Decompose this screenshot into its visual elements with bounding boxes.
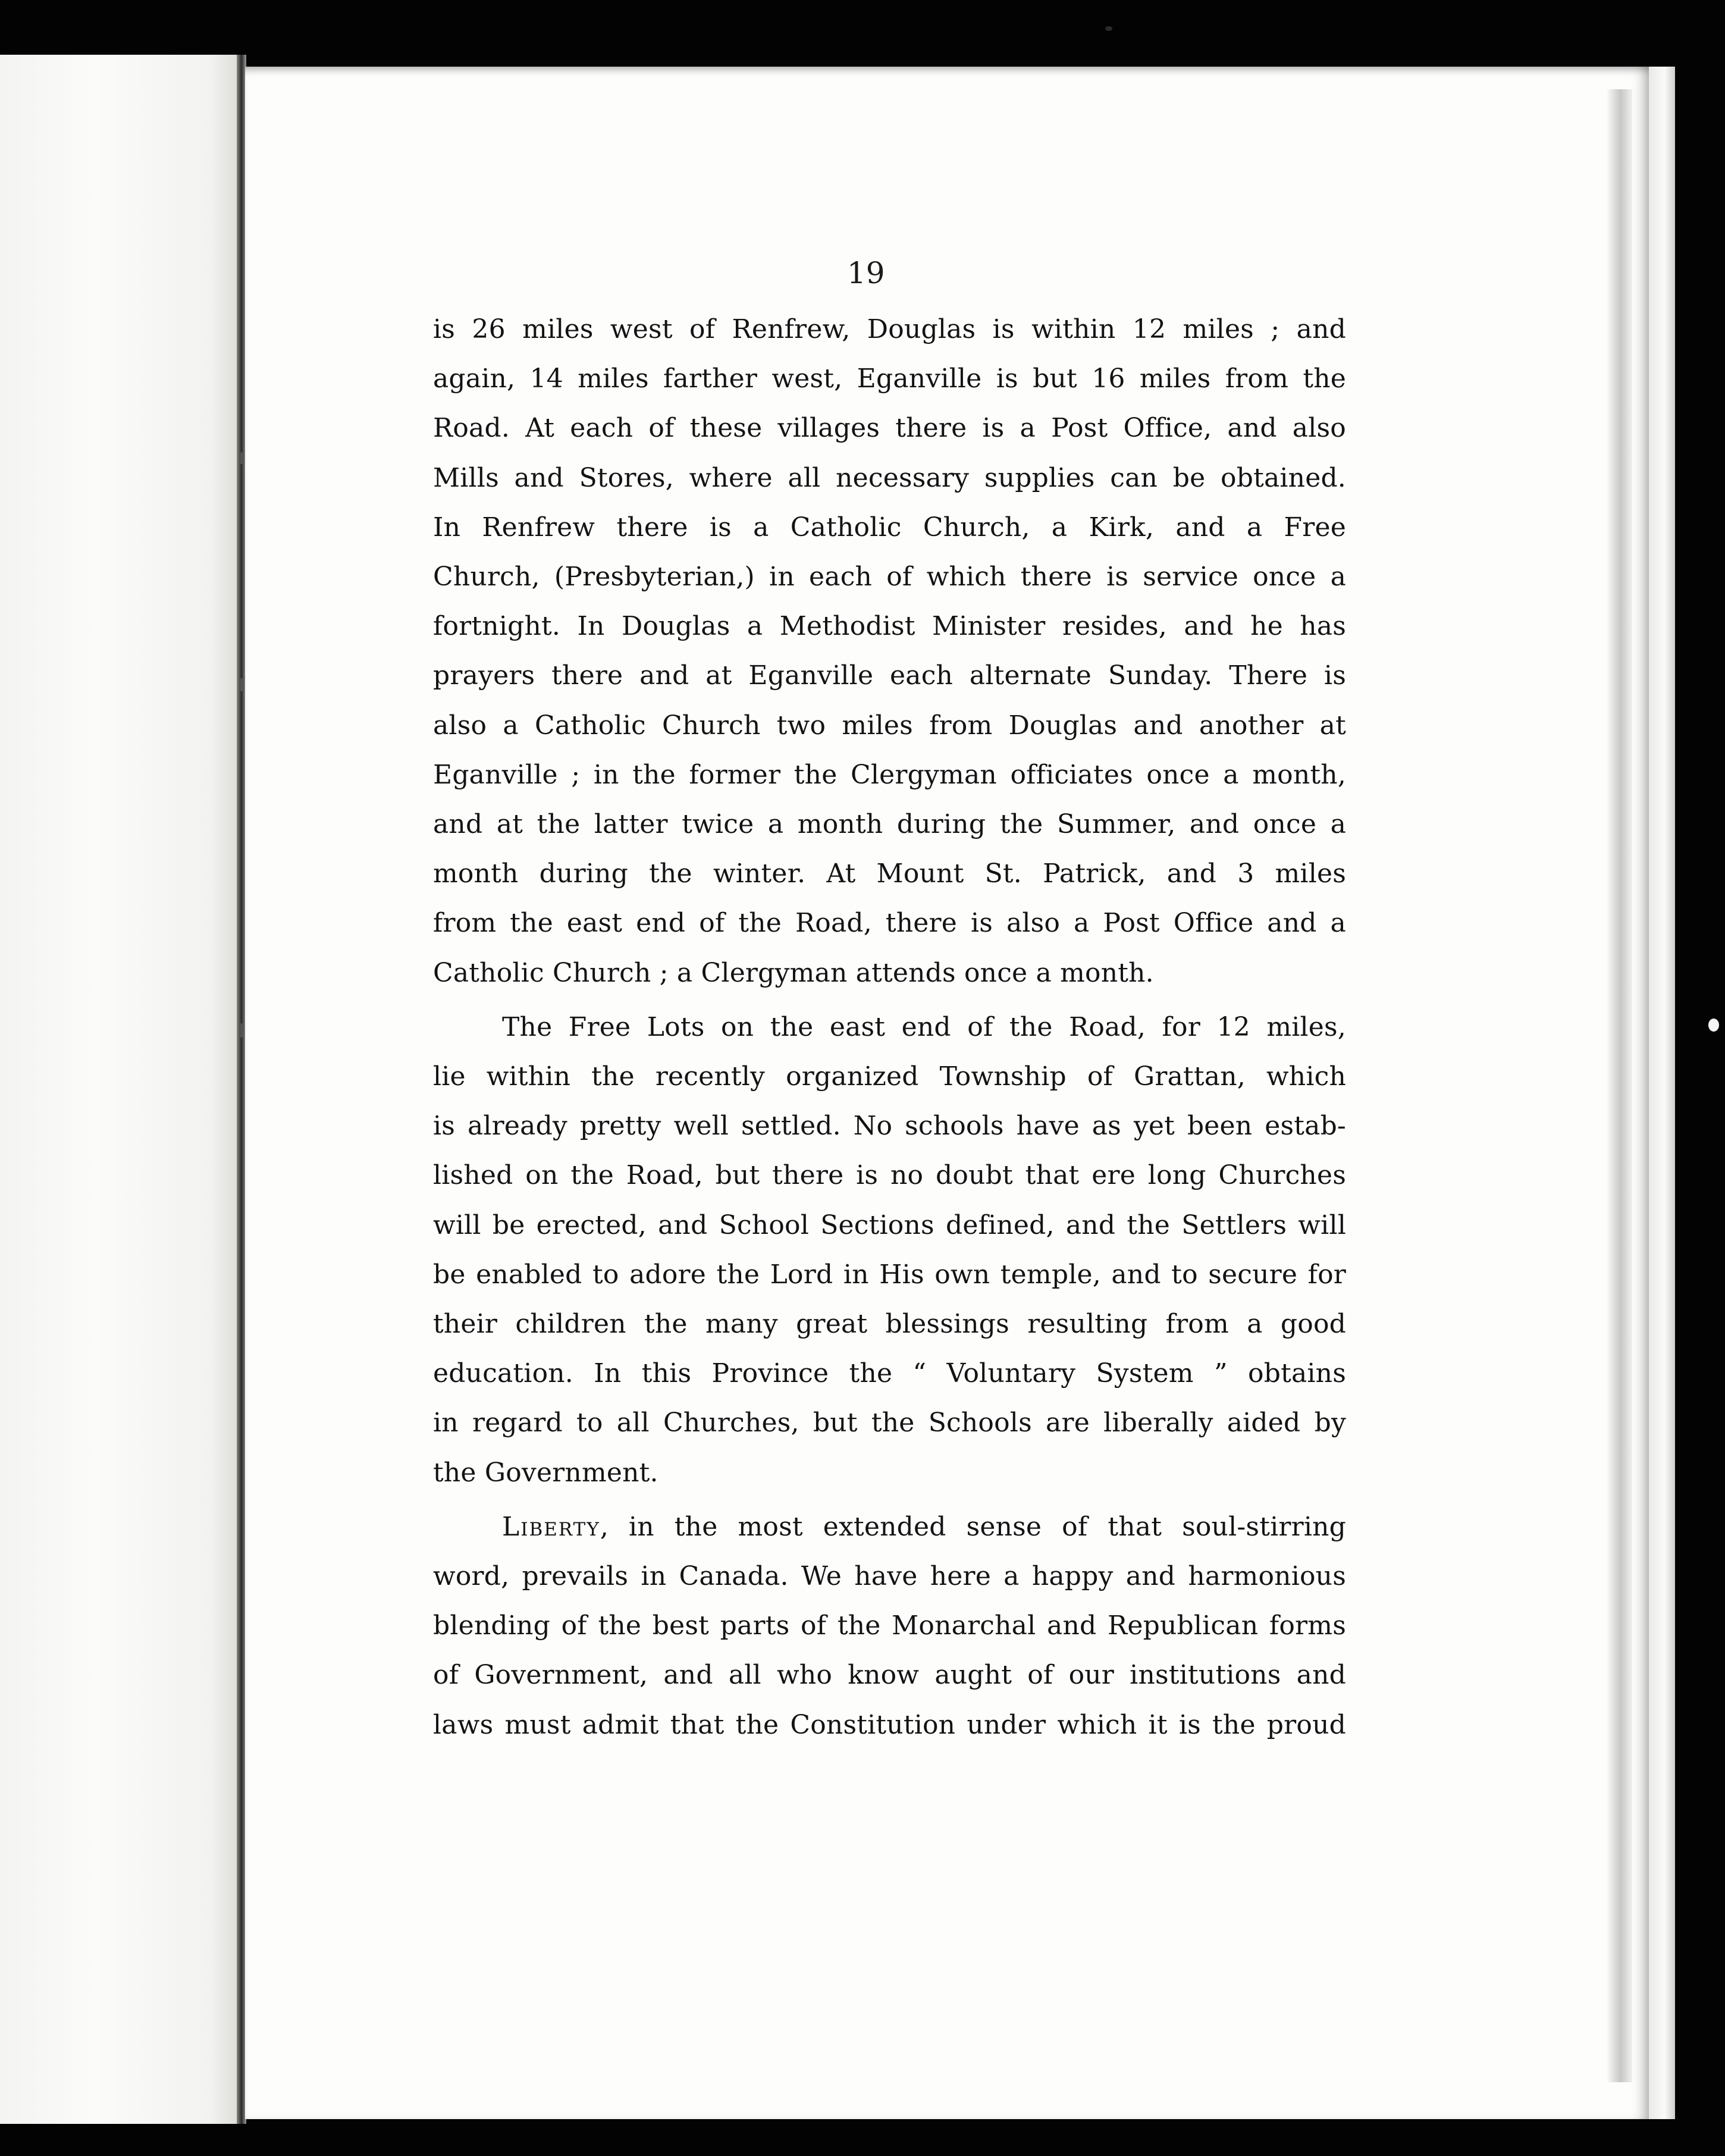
- text-line: also a Catholic Church two miles from Douglas and another at: [433, 710, 1346, 741]
- page-text: [433, 305, 1346, 1750]
- paragraph-first-line: The Free Lots on the east end of the Road, for 12 miles,: [502, 1011, 1346, 1042]
- text-line: and at the latter twice a month during the Summer, and once a: [433, 809, 1346, 840]
- text-line: fortnight. In Douglas a Methodist Minister resides, and he has: [433, 611, 1346, 642]
- text-line: in regard to all Churches, but the Schools are liberally aided by: [433, 1408, 1346, 1439]
- text-line: lie within the recently organized Township of Grattan, which: [433, 1061, 1346, 1092]
- text-line: Church, (Presbyterian,) in each of which there is service once a: [433, 562, 1346, 593]
- scan-speck: [240, 678, 244, 691]
- text-line: blending of the best parts of the Monarchal and Republican forms: [433, 1610, 1346, 1641]
- page-number: 19: [847, 256, 885, 290]
- text-line: In Renfrew there is a Catholic Church, a Kirk, and a Free: [433, 512, 1346, 543]
- text-line: prayers there and at Eganville each alternate Sunday. There is: [433, 660, 1346, 691]
- scan-speck: [1105, 26, 1112, 31]
- scan-speck: [1708, 1019, 1719, 1032]
- text-line: again, 14 miles farther west, Eganville is but 16 miles from the: [433, 363, 1346, 394]
- left-blank-page: [0, 55, 239, 2124]
- text-line: education. In this Province the “ Voluntary System ” obtains: [433, 1358, 1346, 1389]
- text-line: will be erected, and School Sections defined, and the Settlers will: [433, 1209, 1346, 1240]
- text-line: Catholic Church ; a Clergyman attends once a month.: [433, 957, 1154, 988]
- text-line: the Government.: [433, 1457, 658, 1488]
- text-line: is 26 miles west of Renfrew, Douglas is within 12 miles ; and: [433, 314, 1346, 344]
- text-line: lished on the Road, but there is no doubt that ere long Churches: [433, 1160, 1346, 1191]
- text-line: is already pretty well settled. No schools have as yet been estab-: [433, 1111, 1346, 1142]
- text-line: word, prevails in Canada. We have here a happy and harmonious: [433, 1561, 1346, 1592]
- text-line: of Government, and all who know aught of our institutions and: [433, 1660, 1346, 1691]
- scan-speck: [240, 1023, 244, 1038]
- text-line: Road. At each of these villages there is a Post Office, and also: [433, 413, 1346, 444]
- text-line: month during the winter. At Mount St. Patrick, and 3 miles: [433, 858, 1346, 889]
- text-line: their children the many great blessings resulting from a good: [433, 1309, 1346, 1340]
- text-line: from the east end of the Road, there is also a Post Office and a: [433, 908, 1346, 939]
- text-line: Eganville ; in the former the Clergyman officiates once a month,: [433, 759, 1346, 790]
- page-fold-shadow: [1606, 89, 1632, 2082]
- text-line: Mills and Stores, where all necessary supplies can be obtained.: [433, 462, 1346, 493]
- text-line: be enabled to adore the Lord in His own temple, and to secure for: [433, 1259, 1346, 1290]
- page-edge: [1649, 67, 1675, 2119]
- paragraph-first-line: Liberty, in the most extended sense of that soul-stirring: [502, 1511, 1346, 1542]
- text-line: laws must admit that the Constitution under which it is the proud: [433, 1709, 1346, 1740]
- scan-speck: [240, 452, 244, 464]
